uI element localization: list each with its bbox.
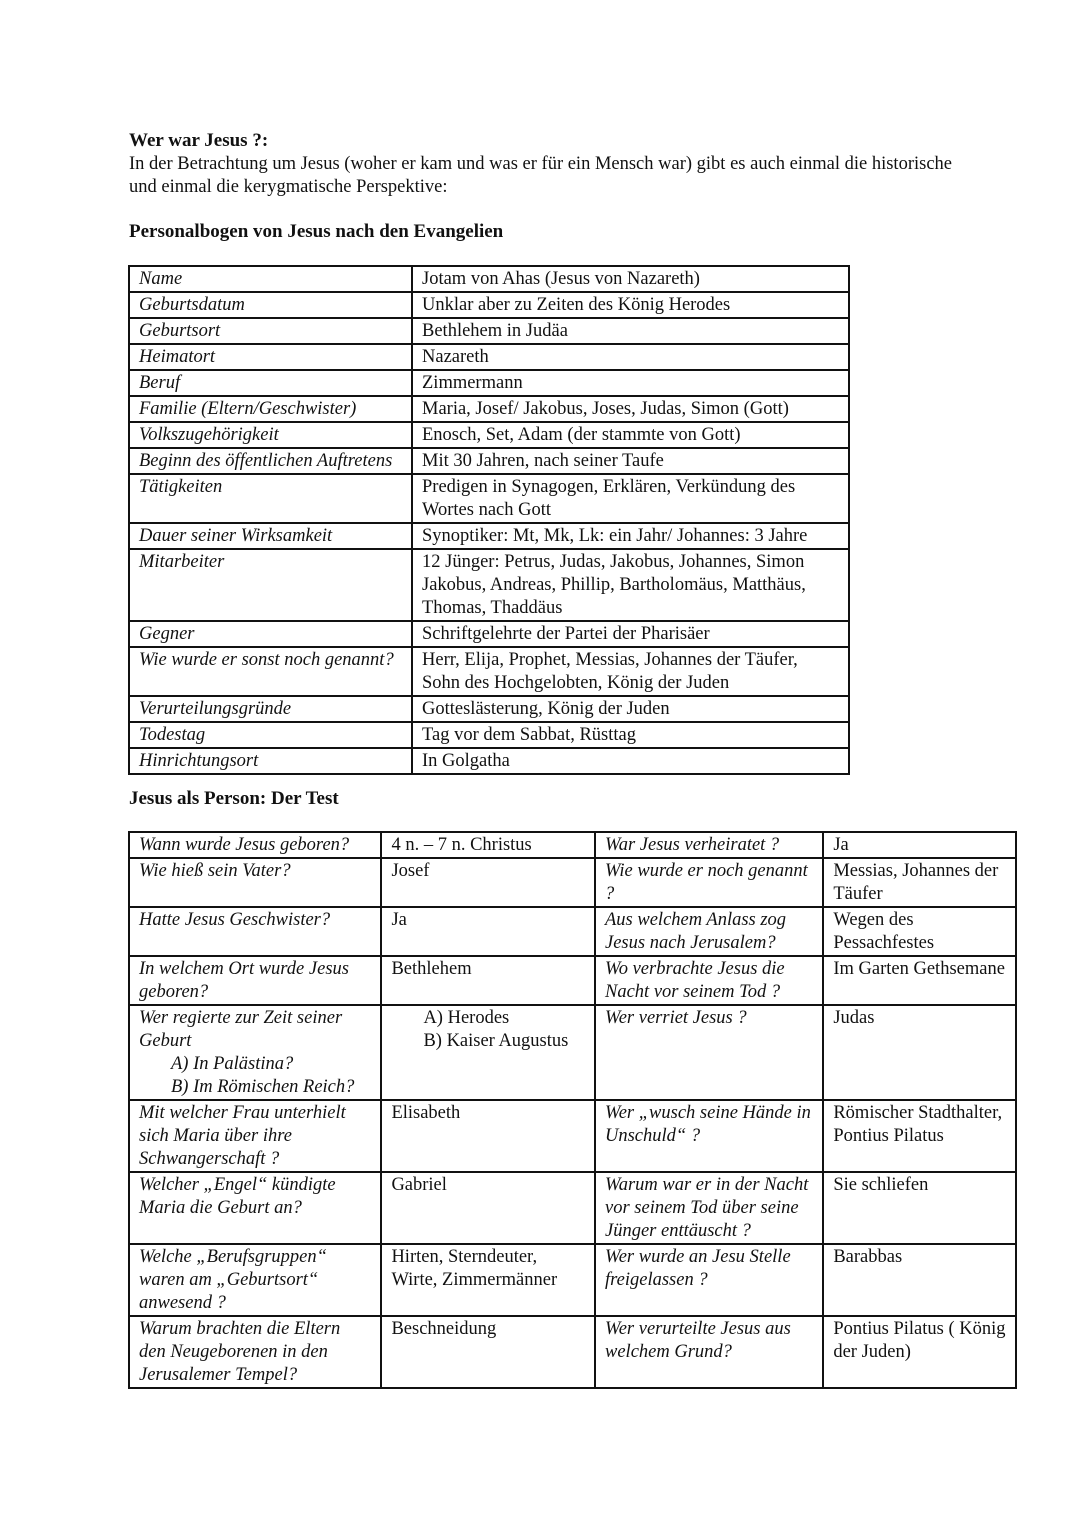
answer-cell: Beschneidung	[381, 1316, 595, 1388]
row-label: Wie wurde er sonst noch genannt?	[129, 647, 412, 696]
row-label: Dauer seiner Wirksamkeit	[129, 523, 412, 549]
question-cell: Hatte Jesus Geschwister?	[129, 907, 381, 956]
row-value: 12 Jünger: Petrus, Judas, Jakobus, Johannes, Simon Jakobus, Andreas, Phillip, Bartholomäus, Matthäus, Thomas, Thaddäus	[412, 549, 849, 621]
row-label: Volkszugehörigkeit	[129, 422, 412, 448]
row-value: Maria, Josef/ Jakobus, Joses, Judas, Simon (Gott)	[412, 396, 849, 422]
table-row	[129, 621, 849, 647]
row-value: Schriftgelehrte der Partei der Pharisäer	[412, 621, 849, 647]
table-row	[129, 1316, 1016, 1388]
answer-cell: Josef	[381, 858, 595, 907]
row-value: Zimmermann	[412, 370, 849, 396]
answer-cell: Römischer Stadthalter, Pontius Pilatus	[823, 1100, 1016, 1172]
table-row	[129, 474, 849, 523]
answer-cell: Gabriel	[381, 1172, 595, 1244]
question-cell: Wie wurde er noch genannt ?	[595, 858, 823, 907]
row-label: Hinrichtungsort	[129, 748, 412, 774]
answer-cell: Ja	[823, 832, 1016, 858]
question-cell: Welche „Berufsgruppen“ waren am „Geburtsort“ anwesend ?	[129, 1244, 381, 1316]
row-label: Todestag	[129, 722, 412, 748]
row-value: Nazareth	[412, 344, 849, 370]
question-cell: Wer verurteilte Jesus aus welchem Grund?	[595, 1316, 823, 1388]
answer-cell: Pontius Pilatus ( König der Juden)	[823, 1316, 1016, 1388]
row-label: Beginn des öffentlichen Auftretens	[129, 448, 412, 474]
page-heading: Wer war Jesus ?:	[129, 130, 269, 151]
table-row	[129, 832, 1016, 858]
question-cell: Wie hieß sein Vater?	[129, 858, 381, 907]
row-label: Beruf	[129, 370, 412, 396]
answer-cell: 4 n. – 7 n. Christus	[381, 832, 595, 858]
personal-table	[128, 265, 850, 775]
answer-cell	[381, 1005, 595, 1100]
row-value: Jotam von Ahas (Jesus von Nazareth)	[412, 266, 849, 292]
row-value: Enosch, Set, Adam (der stammte von Gott)	[412, 422, 849, 448]
question-text: Wer regierte zur Zeit seiner Geburt	[139, 1008, 343, 1051]
question-cell: Welcher „Engel“ kündigte Maria die Geburt an?	[129, 1172, 381, 1244]
question-cell: Wer „wusch seine Hände in Unschuld“ ?	[595, 1100, 823, 1172]
row-label: Heimatort	[129, 344, 412, 370]
table-row	[129, 1244, 1016, 1316]
answer-cell: Judas	[823, 1005, 1016, 1100]
section-title-test: Jesus als Person: Der Test	[129, 788, 339, 809]
row-value: Herr, Elija, Prophet, Messias, Johannes der Täufer, Sohn des Hochgelobten, König der Juden	[412, 647, 849, 696]
question-cell: Aus welchem Anlass zog Jesus nach Jerusalem?	[595, 907, 823, 956]
question-cell	[129, 1005, 381, 1100]
table-row	[129, 696, 849, 722]
row-value: Synoptiker: Mt, Mk, Lk: ein Jahr/ Johannes: 3 Jahre	[412, 523, 849, 549]
question-cell: Mit welcher Frau unterhielt sich Maria über ihre Schwangerschaft ?	[129, 1100, 381, 1172]
answer-cell: Im Garten Gethsemane	[823, 956, 1016, 1005]
answer-cell: Bethlehem	[381, 956, 595, 1005]
row-value: Mit 30 Jahren, nach seiner Taufe	[412, 448, 849, 474]
intro-paragraph: In der Betrachtung um Jesus (woher er kam und was er für ein Mensch war) gibt es auch einmal die historische und einmal die kerygmatische Perspektive:	[129, 154, 952, 197]
table-row	[129, 647, 849, 696]
answer-sub-b: B) Kaiser Augustus	[423, 1031, 569, 1051]
answer-cell: Wegen des Pessachfestes	[823, 907, 1016, 956]
answer-cell: Messias, Johannes der Täufer	[823, 858, 1016, 907]
table-row	[129, 722, 849, 748]
row-label: Name	[129, 266, 412, 292]
row-label: Familie (Eltern/Geschwister)	[129, 396, 412, 422]
test-table	[128, 831, 1017, 1389]
question-cell: Wer wurde an Jesu Stelle freigelassen ?	[595, 1244, 823, 1316]
table-row	[129, 266, 849, 292]
answer-cell: Hirten, Sterndeuter, Wirte, Zimmermänner	[381, 1244, 595, 1316]
question-cell: Wer verriet Jesus ?	[595, 1005, 823, 1100]
table-row	[129, 523, 849, 549]
table-row	[129, 907, 1016, 956]
table-row	[129, 549, 849, 621]
row-label: Mitarbeiter	[129, 549, 412, 621]
row-label: Geburtsdatum	[129, 292, 412, 318]
table-row	[129, 370, 849, 396]
question-sub-a: A) In Palästina?	[171, 1054, 294, 1074]
answer-sub-a: A) Herodes	[423, 1008, 510, 1028]
table-row	[129, 344, 849, 370]
answer-cell: Ja	[381, 907, 595, 956]
table-row	[129, 748, 849, 774]
row-value: Bethlehem in Judäa	[412, 318, 849, 344]
row-value: Tag vor dem Sabbat, Rüsttag	[412, 722, 849, 748]
answer-cell: Elisabeth	[381, 1100, 595, 1172]
question-cell: War Jesus verheiratet ?	[595, 832, 823, 858]
row-value: In Golgatha	[412, 748, 849, 774]
section-title-personal: Personalbogen von Jesus nach den Evangelien	[129, 221, 504, 242]
table-row	[129, 396, 849, 422]
table-row	[129, 1172, 1016, 1244]
table-row	[129, 422, 849, 448]
answer-cell: Barabbas	[823, 1244, 1016, 1316]
table-row	[129, 1005, 1016, 1100]
row-label: Tätigkeiten	[129, 474, 412, 523]
answer-cell: Sie schliefen	[823, 1172, 1016, 1244]
table-row	[129, 956, 1016, 1005]
row-label: Verurteilungsgründe	[129, 696, 412, 722]
question-cell: Warum brachten die Eltern den Neugeborenen in den Jerusalemer Tempel?	[129, 1316, 381, 1388]
row-label: Geburtsort	[129, 318, 412, 344]
table-row	[129, 318, 849, 344]
table-row	[129, 292, 849, 318]
question-sub-b: B) Im Römischen Reich?	[171, 1077, 355, 1097]
row-value: Unklar aber zu Zeiten des König Herodes	[412, 292, 849, 318]
table-row	[129, 858, 1016, 907]
table-row	[129, 448, 849, 474]
table-row	[129, 1100, 1016, 1172]
row-value: Gotteslästerung, König der Juden	[412, 696, 849, 722]
question-cell: Warum war er in der Nacht vor seinem Tod über seine Jünger enttäuscht ?	[595, 1172, 823, 1244]
question-cell: Wann wurde Jesus geboren?	[129, 832, 381, 858]
row-label: Gegner	[129, 621, 412, 647]
question-cell: In welchem Ort wurde Jesus geboren?	[129, 956, 381, 1005]
row-value: Predigen in Synagogen, Erklären, Verkündung des Wortes nach Gott	[412, 474, 849, 523]
question-cell: Wo verbrachte Jesus die Nacht vor seinem Tod ?	[595, 956, 823, 1005]
